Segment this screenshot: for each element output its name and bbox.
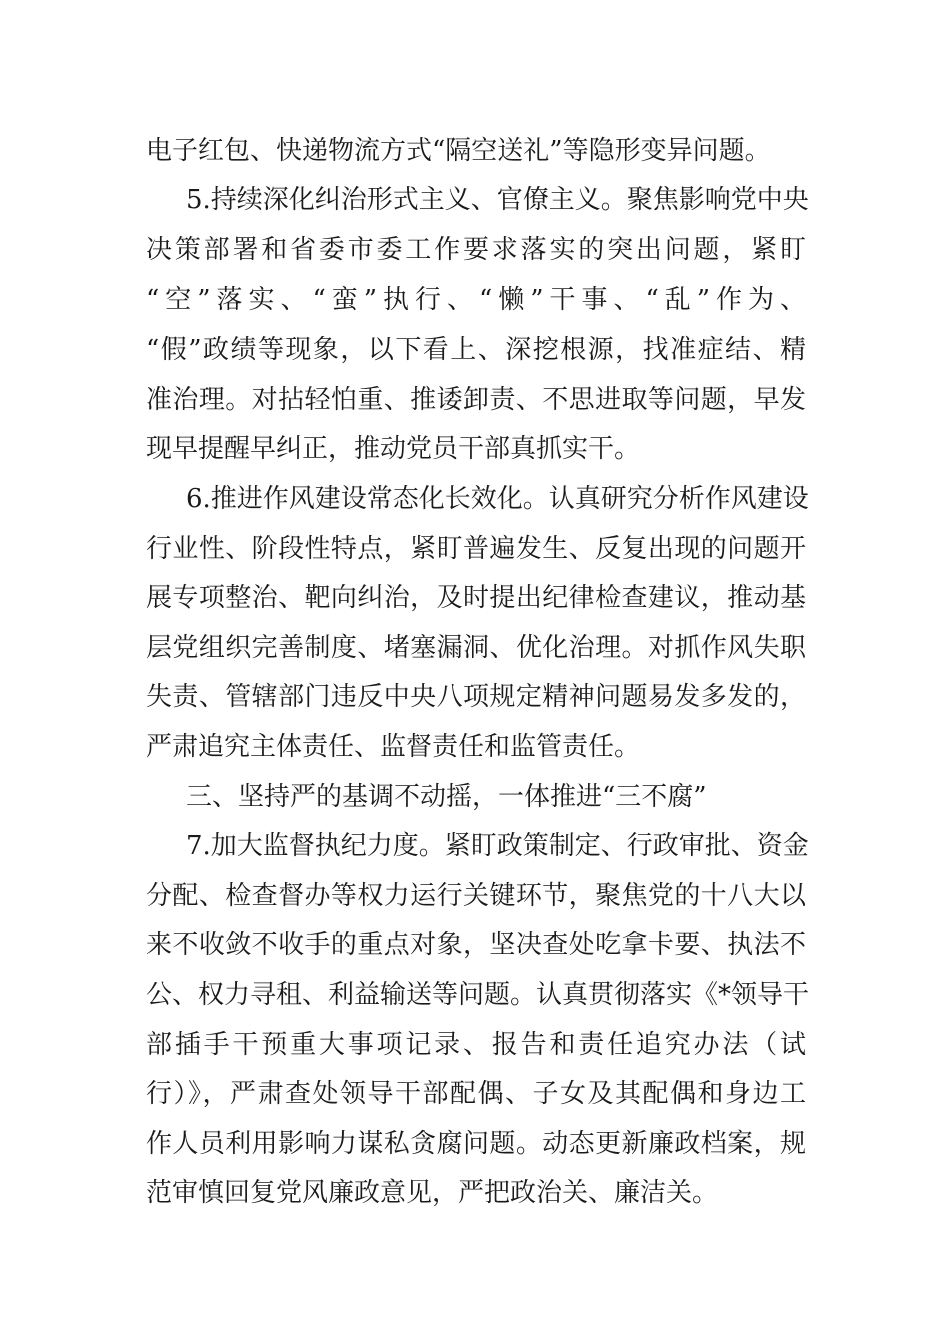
paragraph-line: 作人员利用影响力谋私贪腐问题。动态更新廉政档案，规 xyxy=(146,1129,806,1159)
paragraph-line: 展专项整治、靶向纠治，及时提出纪律检查建议，推动基 xyxy=(146,583,806,613)
paragraph-line: 部插手干预重大事项记录、报告和责任追究办法（试 xyxy=(146,1030,806,1060)
paragraph-line: 行）》，严肃查处领导干部配偶、子女及其配偶和身边工 xyxy=(146,1079,806,1109)
paragraph-line: 决策部署和省委市委工作要求落实的突出问题，紧盯 xyxy=(146,235,806,265)
paragraph-line: 失责、管辖部门违反中央八项规定精神问题易发多发的， xyxy=(146,682,806,712)
paragraph-line: “空”落实、“蛮”执行、“懒”干事、“乱”作为、 xyxy=(146,285,806,315)
paragraph-line: 层党组织完善制度、堵塞漏洞、优化治理。对抓作风失职 xyxy=(146,633,806,663)
paragraph-line: 现早提醒早纠正，推动党员干部真抓实干。 xyxy=(146,434,641,464)
paragraph-line: 来不收敛不收手的重点对象，坚决查处吃拿卡要、执法不 xyxy=(146,930,806,960)
paragraph-line: 5.持续深化纠治形式主义、官僚主义。聚焦影响党中央 xyxy=(186,185,809,215)
paragraph-line: 严肃追究主体责任、监督责任和监管责任。 xyxy=(146,732,641,762)
paragraph-line: 分配、检查督办等权力运行关键环节，聚焦党的十八大以 xyxy=(146,881,806,911)
section-heading: 三、坚持严的基调不动摇，一体推进“三不腐” xyxy=(186,782,707,812)
paragraph-line: “假”政绩等现象，以下看上、深挖根源，找准症结、精 xyxy=(146,335,806,365)
paragraph-line: 7.加大监督执纪力度。紧盯政策制定、行政审批、资金 xyxy=(186,831,809,861)
paragraph-line: 准治理。对拈轻怕重、推诿卸责、不思进取等问题，早发 xyxy=(146,385,806,415)
paragraph-line: 6.推进作风建设常态化长效化。认真研究分析作风建设 xyxy=(186,484,809,514)
paragraph-line: 范审慎回复党风廉政意见，严把政治关、廉洁关。 xyxy=(146,1178,719,1208)
paragraph-line: 公、权力寻租、利益输送等问题。认真贯彻落实《*领导干 xyxy=(146,980,810,1010)
paragraph-line: 电子红包、快递物流方式“隔空送礼”等隐形变异问题。 xyxy=(146,136,771,166)
paragraph-line: 行业性、阶段性特点，紧盯普遍发生、反复出现的问题开 xyxy=(146,534,806,564)
